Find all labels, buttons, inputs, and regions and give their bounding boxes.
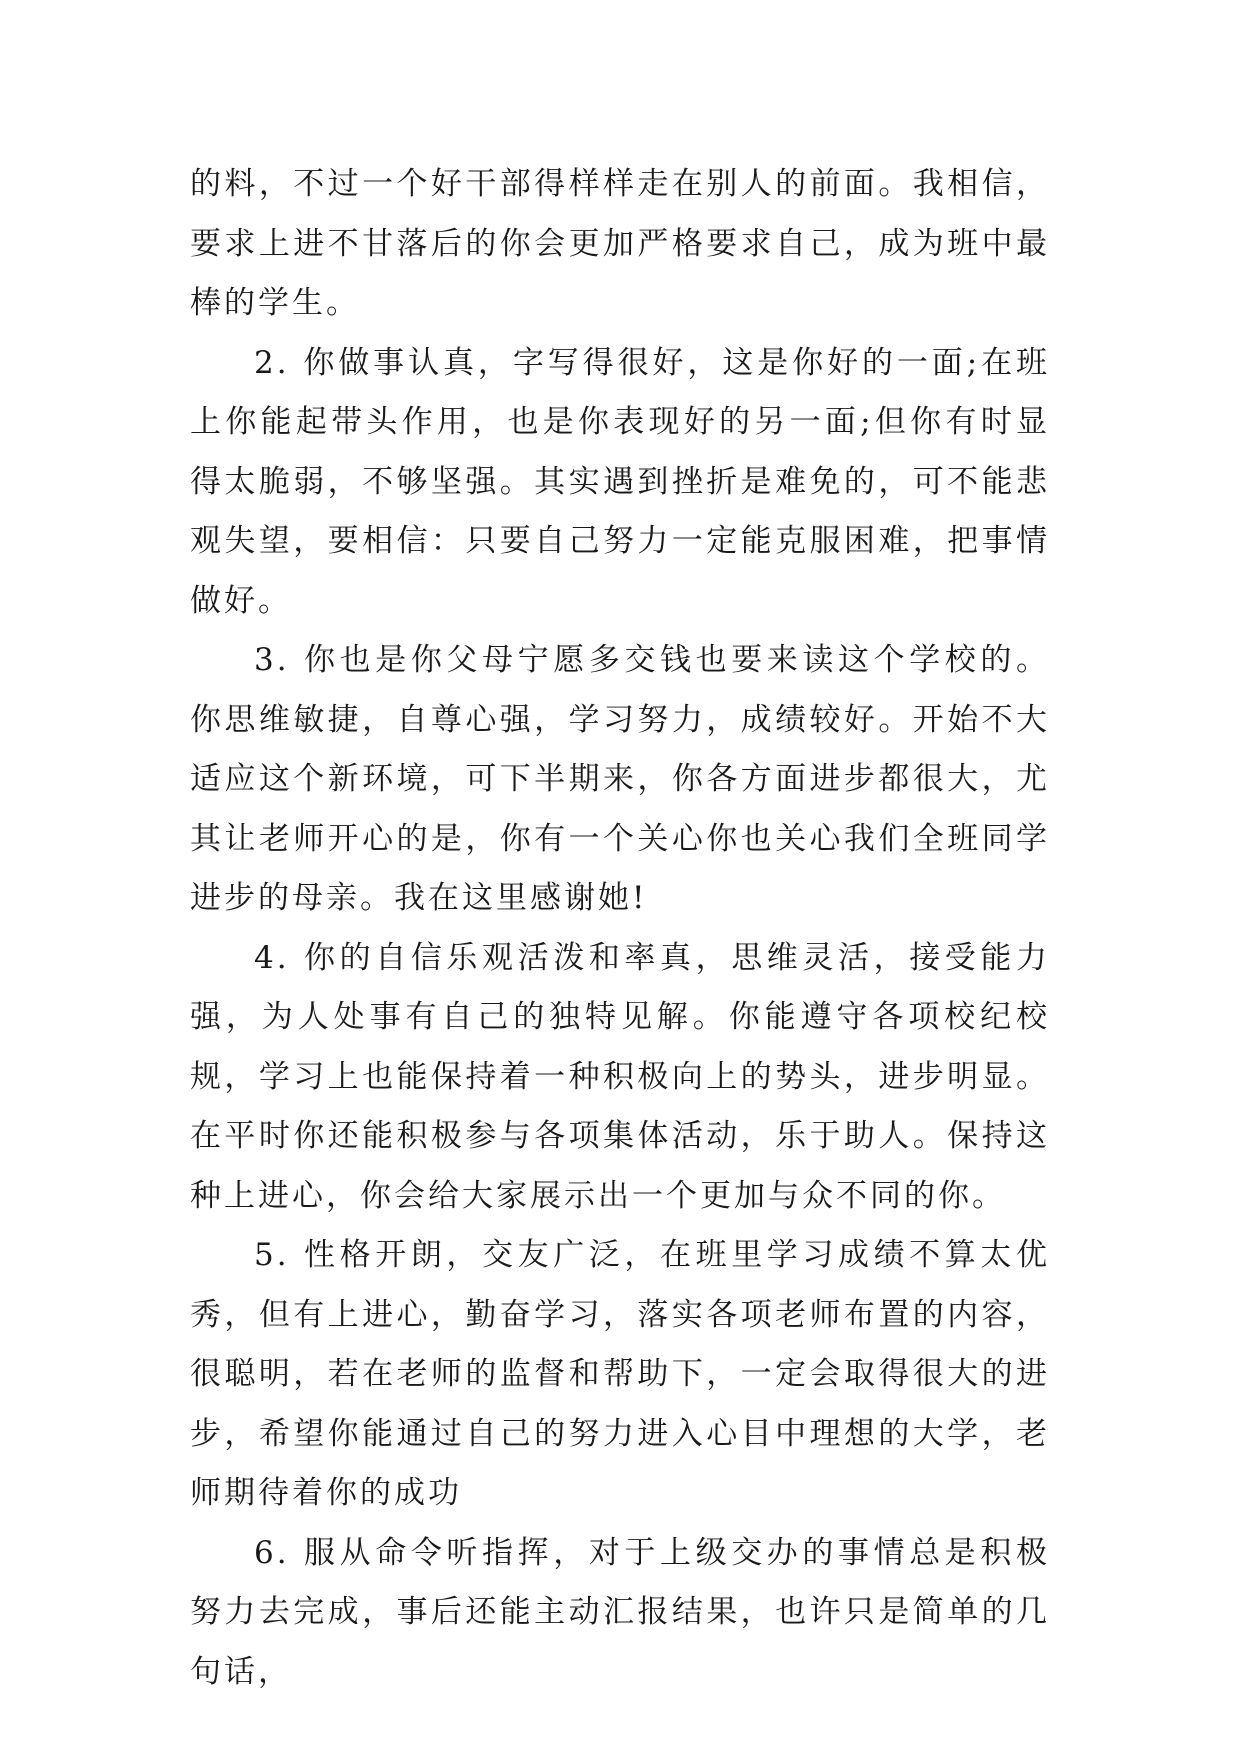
paragraph-3: 3. 你也是你父母宁愿多交钱也要来读这个学校的。你思维敏捷，自尊心强，学习努力，成绩较好。开始不大适应这个新环境，可下半期来，你各方面进步都很大，尤其让老师开心的是，你有一个关心你也关心我们全班同学进步的母亲。我在这里感谢她! — [190, 642, 1050, 916]
document-body — [190, 155, 1050, 1702]
paragraph-1: 的料，不过一个好干部得样样走在别人的前面。我相信，要求上进不甘落后的你会更加严格要求自己，成为班中最棒的学生。 — [190, 166, 1050, 321]
paragraph-5: 5. 性格开朗，交友广泛，在班里学习成绩不算太优秀，但有上进心，勤奋学习，落实各项老师布置的内容，很聪明，若在老师的监督和帮助下，一定会取得很大的进步，希望你能通过自己的努力进入心目中理想的大学，老师期待着你的成功 — [190, 1237, 1050, 1511]
paragraph-6: 6. 服从命令听指挥，对于上级交办的事情总是积极努力去完成，事后还能主动汇报结果，也许只是简单的几句话， — [190, 1534, 1050, 1690]
paragraph-2: 2. 你做事认真，字写得很好，这是你好的一面;在班上你能起带头作用，也是你表现好的另一面;但你有时显得太脆弱，不够坚强。其实遇到挫折是难免的，可不能悲观失望，要相信：只要自己努力一定能克服困难，把事情做好。 — [190, 344, 1050, 619]
paragraph-4: 4. 你的自信乐观活泼和率真，思维灵活，接受能力强，为人处事有自己的独特见解。你能遵守各项校纪校规，学习上也能保持着一种积极向上的势头，进步明显。在平时你还能积极参与各项集体活动，乐于助人。保持这种上进心，你会给大家展示出一个更加与众不同的你。 — [190, 939, 1050, 1214]
